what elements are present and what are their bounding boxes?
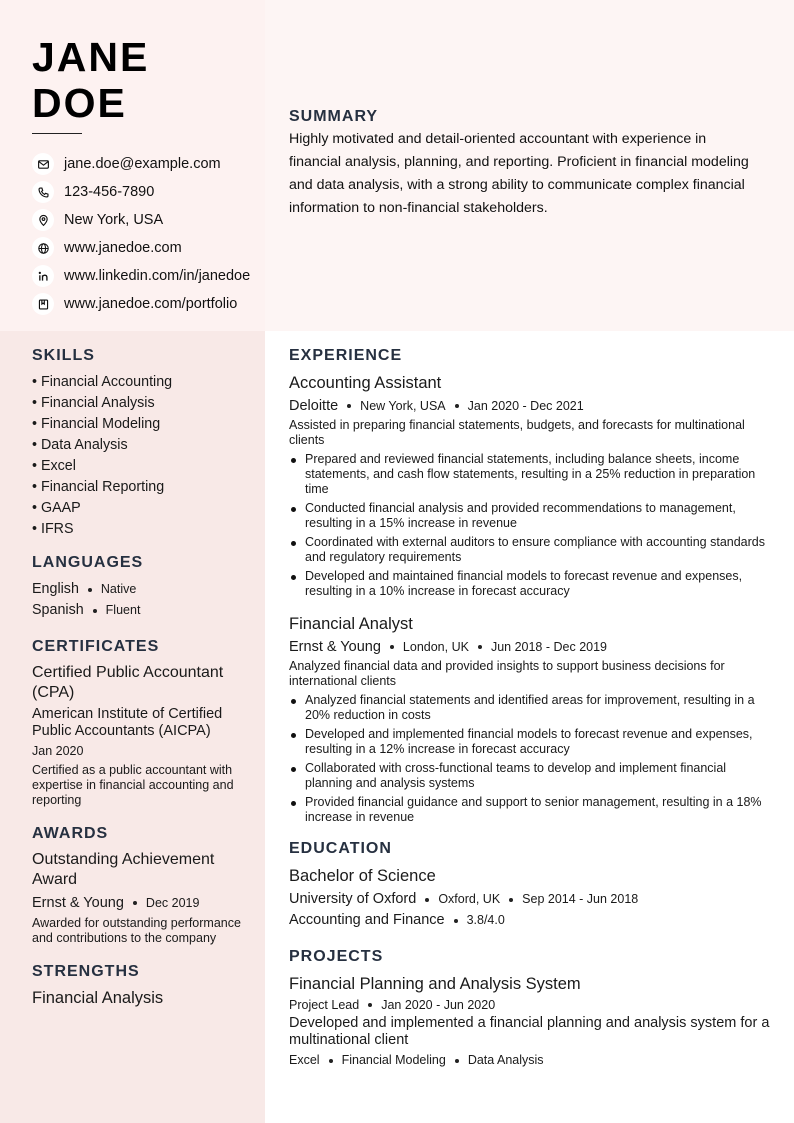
skill-item: • IFRS xyxy=(32,521,74,537)
skill-item: • Data Analysis xyxy=(32,437,128,453)
certificates-title: CERTIFICATES xyxy=(32,638,160,655)
language-level: Fluent xyxy=(105,603,141,617)
experience-section xyxy=(289,347,771,825)
name-divider xyxy=(32,133,82,134)
portfolio-icon xyxy=(32,293,54,315)
skills-section xyxy=(32,347,254,540)
language-item xyxy=(32,579,254,600)
separator-dot xyxy=(478,645,482,649)
separator-dot xyxy=(133,901,137,905)
certificates-section xyxy=(32,638,254,808)
job-bullet: Conducted financial analysis and provided recommendations to management, resulting in a 15% increase in revenue xyxy=(289,501,771,531)
contact-phone[interactable] xyxy=(32,178,250,206)
education-school: University of Oxford xyxy=(289,891,417,907)
job-bullet: Developed and implemented financial models to forecast revenue and expenses, resulting in a 12% increase in forecast accuracy xyxy=(289,727,771,757)
job-title: Accounting Assistant xyxy=(289,374,442,392)
job-bullets xyxy=(289,452,771,599)
project-description: Developed and implemented a financial planning and analysis system for a multinational client xyxy=(289,1015,770,1048)
strengths-section xyxy=(32,963,254,1008)
skill-item: • Excel xyxy=(32,458,76,474)
skill-item: • Financial Reporting xyxy=(32,479,165,495)
job-location: New York, USA xyxy=(360,399,446,413)
email-icon xyxy=(32,153,54,175)
job-entry xyxy=(289,614,771,825)
last-name: DOE xyxy=(32,80,127,126)
skill-item: • GAAP xyxy=(32,500,81,516)
award-meta xyxy=(32,893,254,913)
separator-dot xyxy=(390,645,394,649)
separator-dot xyxy=(368,1003,372,1007)
job-entry xyxy=(289,373,771,599)
summary-text: Highly motivated and detail-oriented accountant with experience in financial analysis, planning, and reporting. Proficient in financial modeling and data analysis, with a strong ability to communicate complex financial information to non-financial stakeholders. xyxy=(289,131,749,216)
separator-dot xyxy=(347,404,351,408)
language-level: Native xyxy=(100,582,137,596)
certificate-name: Certified Public Accountant (CPA) xyxy=(32,664,224,701)
separator-dot xyxy=(329,1059,333,1063)
education-location: Oxford, UK xyxy=(438,892,501,906)
award-description: Awarded for outstanding performance and contributions to the company xyxy=(32,916,241,945)
first-name: JANE xyxy=(32,34,150,80)
job-bullet: Developed and maintained financial models to forecast revenue and expenses, resulting in a 10% increase in forecast accuracy xyxy=(289,569,771,599)
education-gpa: 3.8/4.0 xyxy=(466,913,505,927)
certificate-date: Jan 2020 xyxy=(32,744,84,758)
location-pin-icon xyxy=(32,209,54,231)
contact-phone-text: 123-456-7890 xyxy=(64,184,155,200)
job-description: Assisted in preparing financial statements, budgets, and forecasts for multinational clients xyxy=(289,418,745,447)
skill-item: • Financial Accounting xyxy=(32,374,173,390)
separator-dot xyxy=(455,404,459,408)
job-dates: Jan 2020 - Dec 2021 xyxy=(467,399,584,413)
separator-dot xyxy=(509,898,513,902)
education-meta xyxy=(289,889,771,910)
job-bullet: Analyzed financial statements and identified areas for improvement, resulting in a 20% reduction in costs xyxy=(289,693,771,723)
contact-list xyxy=(32,150,250,318)
project-dates: Jan 2020 - Jun 2020 xyxy=(381,998,496,1012)
languages-section xyxy=(32,554,254,621)
project-tag: Data Analysis xyxy=(467,1053,544,1067)
experience-title: EXPERIENCE xyxy=(289,347,403,364)
summary-section xyxy=(289,108,759,220)
skill-item: • Financial Modeling xyxy=(32,416,161,432)
job-bullets xyxy=(289,693,771,825)
contact-portfolio-text: www.janedoe.com/portfolio xyxy=(64,296,238,312)
strengths-title: STRENGTHS xyxy=(32,963,140,980)
certificate-issuer: American Institute of Certified Public Accountants (AICPA) xyxy=(32,706,223,739)
project-title: Financial Planning and Analysis System xyxy=(289,975,581,993)
separator-dot xyxy=(93,609,97,613)
awards-title: AWARDS xyxy=(32,825,109,842)
awards-section xyxy=(32,825,254,946)
project-tag: Excel xyxy=(289,1053,320,1067)
job-company: Deloitte xyxy=(289,398,339,414)
job-bullet: Provided financial guidance and support to senior management, resulting in a 18% increase in revenue xyxy=(289,795,771,825)
project-meta xyxy=(289,996,771,1014)
job-dates: Jun 2018 - Dec 2019 xyxy=(490,640,608,654)
right-column xyxy=(289,347,771,1068)
education-degree: Bachelor of Science xyxy=(289,867,436,885)
job-bullet: Collaborated with cross-functional teams to develop and implement financial planning and analysis systems xyxy=(289,761,771,791)
summary-title: SUMMARY xyxy=(289,108,379,125)
separator-dot xyxy=(425,898,429,902)
separator-dot xyxy=(88,588,92,592)
job-description: Analyzed financial data and provided insights to support business decisions for international clients xyxy=(289,659,725,688)
left-column xyxy=(32,347,254,1008)
project-role: Project Lead xyxy=(289,998,360,1012)
contact-email-text: jane.doe@example.com xyxy=(64,156,221,172)
projects-title: PROJECTS xyxy=(289,948,384,965)
award-date: Dec 2019 xyxy=(145,896,200,910)
linkedin-icon xyxy=(32,265,54,287)
languages-title: LANGUAGES xyxy=(32,554,144,571)
education-dates: Sep 2014 - Jun 2018 xyxy=(522,892,639,906)
contact-portfolio[interactable] xyxy=(32,290,250,318)
contact-location-text: New York, USA xyxy=(64,212,164,228)
skills-title: SKILLS xyxy=(32,347,95,364)
contact-website-text: www.janedoe.com xyxy=(64,240,182,256)
education-title: EDUCATION xyxy=(289,840,392,857)
certificate-description: Certified as a public accountant with expertise in financial accounting and reporting xyxy=(32,763,234,807)
job-company: Ernst & Young xyxy=(289,639,381,655)
globe-icon xyxy=(32,237,54,259)
contact-email[interactable] xyxy=(32,150,250,178)
award-org: Ernst & Young xyxy=(32,895,124,911)
job-meta xyxy=(289,637,771,657)
projects-section xyxy=(289,948,771,1068)
project-tags xyxy=(289,1053,771,1068)
job-bullet: Coordinated with external auditors to ensure compliance with accounting standards and regulatory requirements xyxy=(289,535,771,565)
contact-linkedin-text: www.linkedin.com/in/janedoe xyxy=(64,268,251,284)
education-field: Accounting and Finance xyxy=(289,912,445,928)
skills-list xyxy=(32,372,254,540)
language-name: Spanish xyxy=(32,602,84,618)
contact-linkedin[interactable] xyxy=(32,262,250,290)
award-name: Outstanding Achievement Award xyxy=(32,851,215,888)
language-item xyxy=(32,600,254,621)
contact-website[interactable] xyxy=(32,234,250,262)
job-bullet: Prepared and reviewed financial statements, including balance sheets, income statements, and cash flow statements, resulting in a 25% reduction in preparation time xyxy=(289,452,771,497)
project-tag: Financial Modeling xyxy=(341,1053,446,1067)
job-meta xyxy=(289,396,771,416)
education-field-row xyxy=(289,910,771,931)
candidate-name xyxy=(32,34,149,126)
language-name: English xyxy=(32,581,79,597)
phone-icon xyxy=(32,181,54,203)
education-section xyxy=(289,840,771,931)
job-title: Financial Analyst xyxy=(289,615,413,633)
job-location: London, UK xyxy=(402,640,469,654)
separator-dot xyxy=(455,1059,459,1063)
strength-item: Financial Analysis xyxy=(32,989,164,1007)
separator-dot xyxy=(454,919,458,923)
contact-location xyxy=(32,206,250,234)
skill-item: • Financial Analysis xyxy=(32,395,155,411)
